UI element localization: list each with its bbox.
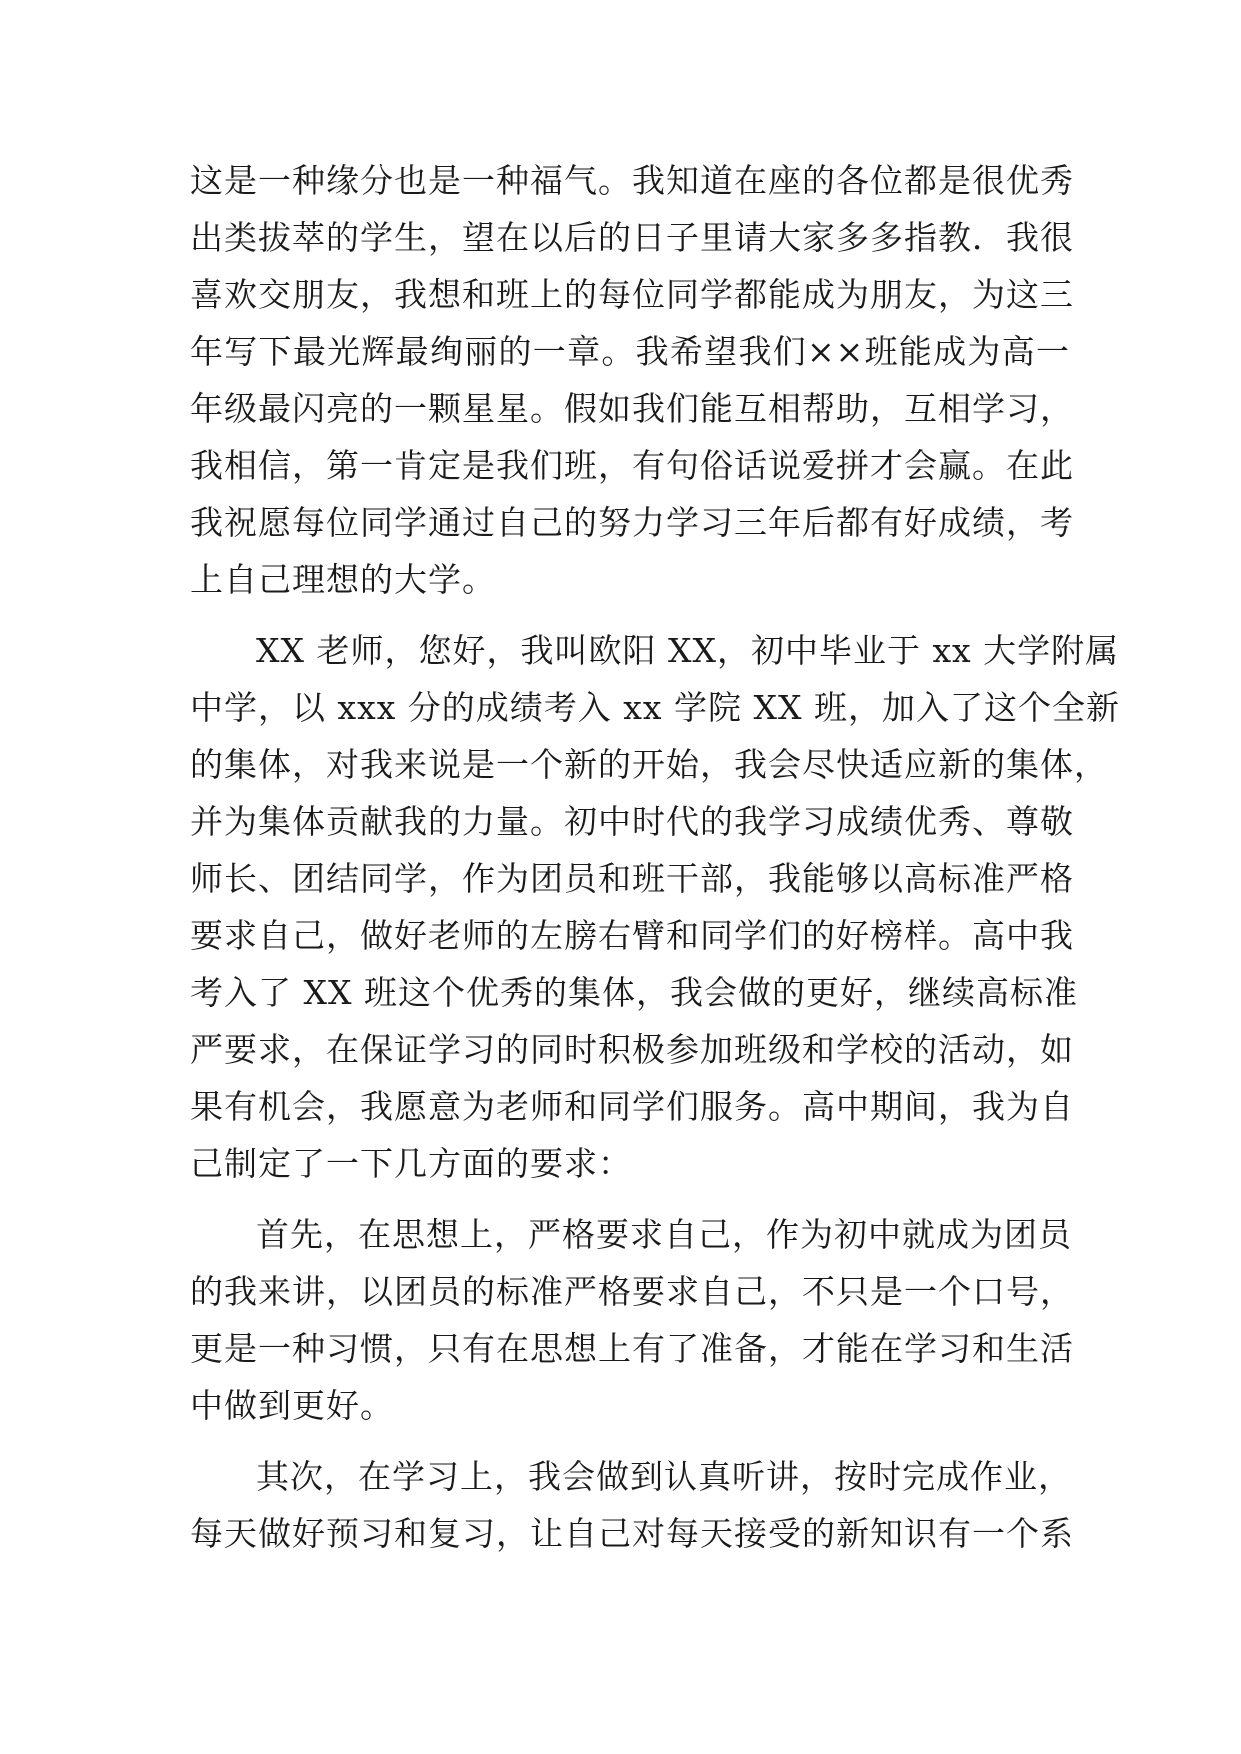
text-line: 喜欢交朋友，我想和班上的每位同学都能成为朋友，为这三 [190,275,1074,314]
text-line: 年写下最光辉最绚丽的一章。我希望我们××班能成为高一 [190,332,1070,371]
text-line: 我祝愿每位同学通过自己的努力学习三年后都有好成绩，考 [190,503,1074,542]
text-line: 的我来讲，以团员的标准严格要求自己，不只是一个口号， [190,1272,1074,1311]
text-line: 这是一种缘分也是一种福气。我知道在座的各位都是很优秀 [190,161,1074,200]
text-line: 要求自己，做好老师的左膀右臂和同学们的好榜样。高中我 [190,916,1074,955]
text-line: 考入了 XX 班这个优秀的集体，我会做的更好，继续高标准 [190,973,1078,1012]
text-line: 更是一种习惯，只有在思想上有了准备，才能在学习和生活 [190,1329,1074,1368]
text-line: 果有机会，我愿意为老师和同学们服务。高中期间，我为自 [190,1087,1074,1126]
text-line: 每天做好预习和复习，让自己对每天接受的新知识有一个系 [190,1514,1074,1553]
paragraph-3 [190,1206,1074,1434]
text-line: 中学，以 xxx 分的成绩考入 xx 学院 XX 班，加入了这个全新 [190,688,1120,727]
document-body [190,152,1120,1562]
text-line: 出类拔萃的学生，望在以后的日子里请大家多多指教．我很 [190,218,1074,257]
paragraph-gap [190,1434,1070,1448]
text-line: 上自己理想的大学。 [190,560,496,599]
paragraph-4 [190,1448,1074,1562]
paragraph-gap [190,608,1070,622]
text-line: 严要求，在保证学习的同时积极参加班级和学校的活动，如 [190,1030,1074,1069]
text-line: 其次，在学习上，我会做到认真听讲，按时完成作业， [256,1457,1072,1496]
text-line: XX 老师，您好，我叫欧阳 XX，初中毕业于 xx 大学附属 [256,631,1120,670]
text-line: 中做到更好。 [190,1386,394,1425]
text-line: 我相信，第一肯定是我们班，有句俗话说爱拼才会赢。在此 [190,446,1074,485]
paragraph-2 [190,622,1120,1192]
paragraph-1 [190,152,1074,608]
text-line: 首先，在思想上，严格要求自己，作为初中就成为团员 [256,1215,1072,1254]
text-line: 己制定了一下几方面的要求： [190,1144,632,1183]
paragraph-gap [190,1192,1070,1206]
text-line: 的集体，对我来说是一个新的开始，我会尽快适应新的集体， [190,745,1108,784]
text-line: 并为集体贡献我的力量。初中时代的我学习成绩优秀、尊敬 [190,802,1074,841]
text-line: 年级最闪亮的一颗星星。假如我们能互相帮助，互相学习， [190,389,1074,428]
text-line: 师长、团结同学，作为团员和班干部，我能够以高标准严格 [190,859,1074,898]
